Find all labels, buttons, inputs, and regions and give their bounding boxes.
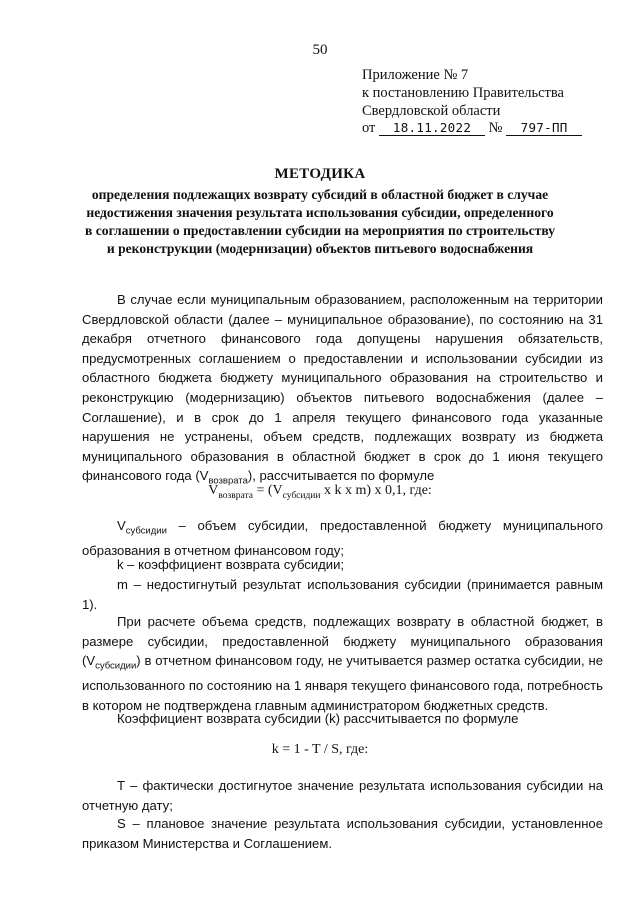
appendix-region-line: Свердловской области xyxy=(362,103,501,119)
definition-t: T – фактически достигнутое значение результата использования субсидии на отчетную дату; xyxy=(82,778,603,813)
definition-symbol: V xyxy=(117,518,126,533)
definition-k: k – коэффициент возврата субсидии; xyxy=(117,557,345,572)
intro-paragraph xyxy=(82,290,603,492)
calculation-text: При расчете объема средств, подлежащих возврату в областной бюджет, в размере субсидии, предоставленной бюджету муниципального образования (V xyxy=(82,614,603,669)
calculation-text: ) в отчетном финансовом году, не учитывается размер остатка субсидии, не использованного по состоянию на 1 января текущего финансового года, потребность в котором не подтверждена главным администратором бюджетных средств. xyxy=(82,653,603,713)
document-subtitle-line: определения подлежащих возврату субсидий в областной бюджет в случае xyxy=(91,187,549,202)
appendix-resolution-line: к постановлению Правительства xyxy=(362,85,564,101)
coefficient-paragraph: Коэффициент возврата субсидии (k) рассчитывается по формуле xyxy=(117,711,519,726)
intro-end: ), рассчитывается по формуле xyxy=(247,468,435,484)
formula-subscript: субсидии xyxy=(282,490,321,501)
number-prefix: № xyxy=(488,120,503,136)
definition-m: m – недостигнутый результат использования субсидии (принимается равным 1). xyxy=(82,577,603,612)
page-number: 50 xyxy=(312,42,328,58)
formula-part: x k x m) x 0,1, где: xyxy=(320,483,432,498)
return-formula xyxy=(0,483,640,501)
document-subtitle-line: в соглашении о предоставлении субсидии на мероприятия по строительству xyxy=(85,223,555,238)
date-prefix: от xyxy=(362,120,376,136)
definition-s: S – плановое значение результата использования субсидии, установленное приказом Министерства и Соглашением. xyxy=(82,816,603,851)
formula-subscript: возврата xyxy=(218,490,253,501)
definition-text: – объем субсидии, предоставленной бюджету муниципального образования в отчетном финансовом году; xyxy=(82,518,603,559)
intro-text: В случае если муниципальным образованием, расположенным на территории Свердловской области (далее – муниципальное образование), по состоянию на 31 декабря отчетного финансового года допущены нарушения обязательств, предусмотренных соглашением о предоставлении и использовании субсидии из областного бюджета бюджету муниципального образования на строительство и реконструкцию (модернизацию) объектов питьевого водоснабжения (далее – Соглашение), и в срок до 1 апреля текущего финансового года указанные нарушения не устранены, объем средств, подлежащих возврату из бюджета муниципального образования в областной бюджет в срок до 1 июня текущего финансового года (V xyxy=(82,292,603,484)
document-subtitle-line: недостижения значения результата использования субсидии, определенного xyxy=(86,205,554,220)
calculation-paragraph xyxy=(82,612,603,716)
intro-subscript: возврата xyxy=(208,475,248,487)
formula-symbol: V xyxy=(208,483,219,498)
appendix-title: Приложение № 7 xyxy=(362,67,469,83)
calculation-subscript: субсидии xyxy=(95,660,137,672)
date-value: 18.11.2022 xyxy=(379,121,485,136)
appendix-date-row xyxy=(362,119,582,137)
number-value: 797-ПП xyxy=(506,121,582,136)
formula-part: = (V xyxy=(252,483,283,498)
document-subtitle-line: и реконструкции (модернизации) объектов питьевого водоснабжения xyxy=(106,241,534,256)
document-title: МЕТОДИКА xyxy=(274,166,366,182)
coefficient-formula: k = 1 - T / S, где: xyxy=(271,742,369,757)
definition-subscript: субсидии xyxy=(125,525,167,537)
